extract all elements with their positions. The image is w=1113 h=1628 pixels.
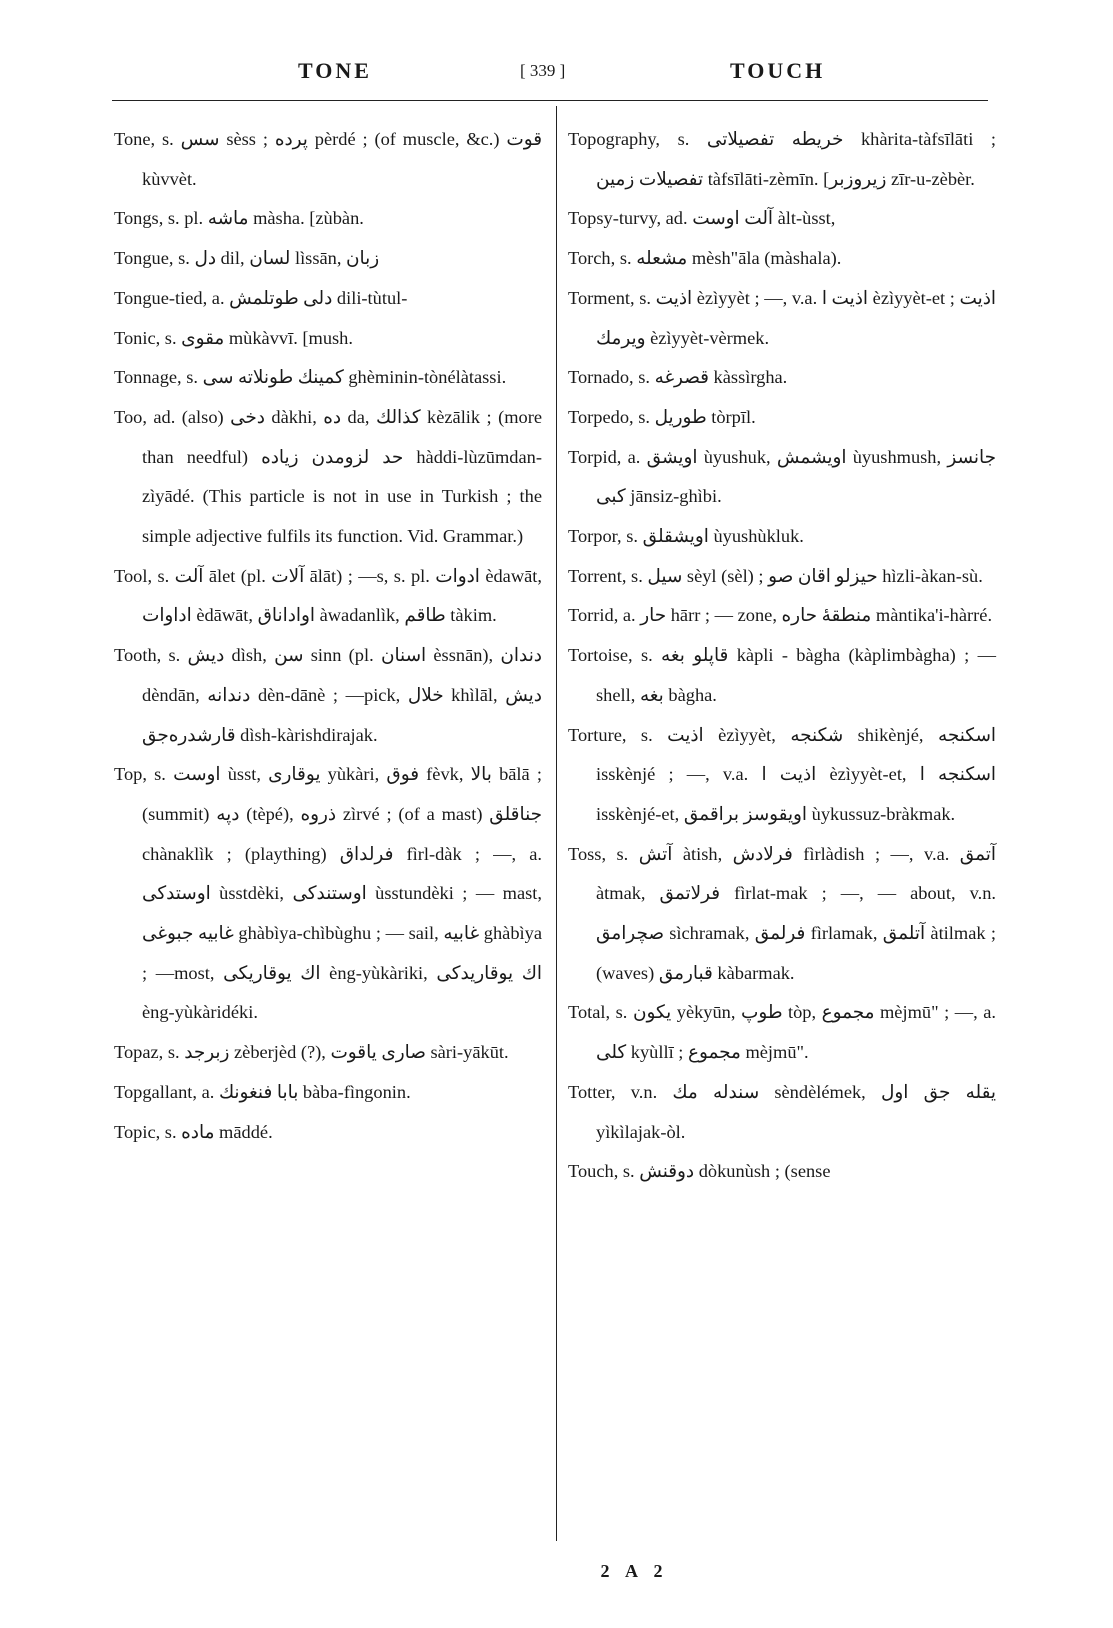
header-rule xyxy=(112,100,988,101)
dictionary-entry: Topic, s. ماده māddé. xyxy=(114,1121,273,1142)
dictionary-entry: Too, ad. (also) دخی dàkhi, ده da, كذالك kèzālik ; (more than needful) حد لزومدن زیاده hàddi-lùzūmdan-zìyādé. (This particle is not in use in Turkish ; the simple adjective fulfils its function. Vid. Grammar.) xyxy=(114,406,542,547)
dictionary-entry: Tongs, s. pl. ماشه màsha. [zùbàn. xyxy=(114,208,364,229)
dictionary-entry: Touch, s. دوقنش dòkunùsh ; (sense xyxy=(568,1161,831,1182)
dictionary-entry: Tooth, s. دیش dìsh, سن sinn (pl. اسنان èssnān), دندان dèndān, دندانه dèn-dānè ; —pick, خلال khìlāl, دیش قارشدرەجق dìsh-kàrishdirajak. xyxy=(114,645,542,745)
dictionary-entry: Topsy-turvy, ad. آلت اوست àlt-ùsst, xyxy=(568,208,836,229)
header-left-guide-word: TONE xyxy=(298,58,372,83)
dictionary-entry: Tongue-tied, a. دلی طوتلمش dili-tùtul- xyxy=(114,287,408,308)
dictionary-entry: Tortoise, s. قاپلو بغه kàpli - bàgha (kàplimbàgha) ; — shell, بغه bàgha. xyxy=(568,645,996,705)
dictionary-entry: Tonic, s. مقوی mùkàvvī. [mush. xyxy=(114,327,353,348)
signature-mark: 2 A 2 xyxy=(600,1561,669,1581)
dictionary-entry: Tone, s. سس sèss ; پرده pèrdé ; (of muscle, &c.) قوت kùvvèt. xyxy=(114,129,542,189)
dictionary-entry: Tongue, s. دل dil, لسان lìssān, زبان xyxy=(114,248,380,269)
page-header xyxy=(0,58,1113,98)
header-right-guide-word: TOUCH xyxy=(730,58,826,83)
dictionary-entry: Topaz, s. زبرجد zèberjèd (?), صاری یاقوت sàri-yākūt. xyxy=(114,1042,509,1063)
dictionary-entry: Topgallant, a. بابا فنغونك bàba-fìngonin. xyxy=(114,1081,411,1102)
right-column xyxy=(568,120,996,1192)
dictionary-entry: Torture, s. اذيت èzìyyèt, شكنجه shikènjé, اسكنجه isskènjé ; —, v.a. اذيت ا èzìyyèt-et, اسكنجه ا isskènjé-et, اويقوسز براقمق ùykussuz-bràkmak. xyxy=(568,724,996,824)
dictionary-entry: Torrid, a. حار hārr ; — zone, منطقهٔ حاره màntika'i-hàrré. xyxy=(568,605,993,626)
column-divider xyxy=(556,106,557,1541)
dictionary-entry: Total, s. يكون yèkyūn, طوپ tòp, مجموع mèjmū" ; —, a. كلى kyùllī ; مجموع mèjmū". xyxy=(568,1002,997,1063)
dictionary-entry: Toss, s. آتش àtish, فرلادش fìrlàdish ; —, v.a. آتمق àtmak, فرلاتمق fìrlat-mak ; —, — about, v.n. صچرامق sìchramak, فرلمق fìrlamak, آتلمق àtilmak ; (waves) قبارمق kàbarmak. xyxy=(568,843,996,983)
dictionary-entry: Tool, s. آلت ālet (pl. آلات ālāt) ; —s, s. pl. ادوات èdawāt, اداوات èdāwāt, اواداناق àwadanlìk, طاقم tàkim. xyxy=(114,565,542,626)
dictionary-entry: Torpedo, s. طوريل tòrpīl. xyxy=(568,406,756,427)
dictionary-entry: Torment, s. اذيت èzìyyèt ; —, v.a. اذيت ا èzìyyèt-et ; اذيت ويرمك èzìyyèt-vèrmek. xyxy=(568,287,997,348)
dictionary-entry: Torpid, a. اويشق ùyushuk, اويشمش ùyushmush, جانسز كبى jānsiz-ghìbi. xyxy=(568,446,996,507)
dictionary-entry: Tornado, s. قصرغه kàssìrgha. xyxy=(568,367,788,388)
dictionary-entry: Totter, v.n. سندله مك sèndèlémek, يقله جق اول yìkìlajak-òl. xyxy=(568,1081,996,1142)
dictionary-entry: Torpor, s. اويشقلق ùyushùkluk. xyxy=(568,526,804,547)
dictionary-entry: Torrent, s. سيل sèyl (sèl) ; حيزلو اقان صو hìzli-àkan-sù. xyxy=(568,565,983,586)
dictionary-entry: Top, s. اوست ùsst, يوقارى yùkàri, فوق fèvk, بالا bālā ; (summit) دپه (tèpé), ذروه zìrvé ; (of a mast) جناقلق chànaklìk ; (plaything) فرلداق fìrl-dàk ; —, a. اوستدكى ùsstdèki, اوستندكى ùsstundèki ; — mast, غابيه جبوغی ghàbìya-chìbùghu ; — sail, غابيه ghàbìya ; —most, اك يوقاريكى èng-yùkàriki, اك يوقاريدكى èng-yùkàridéki. xyxy=(114,764,543,1023)
dictionary-entry: Torch, s. مشعله mèsh"āla (màshala). xyxy=(568,248,842,269)
dictionary-entry: Tonnage, s. كمينك طونلاته سی ghèminin-tònélàtassi. xyxy=(114,367,507,388)
dictionary-entry: Topography, s. خريطه تفصيلاتى khàrita-tàfsīlāti ; تفصيلات زمين tàfsīlāti-zèmīn. [زيروزبر zīr-u-zèbèr. xyxy=(568,129,996,189)
left-column xyxy=(114,120,542,1152)
page-number: [ 339 ] xyxy=(520,61,566,80)
